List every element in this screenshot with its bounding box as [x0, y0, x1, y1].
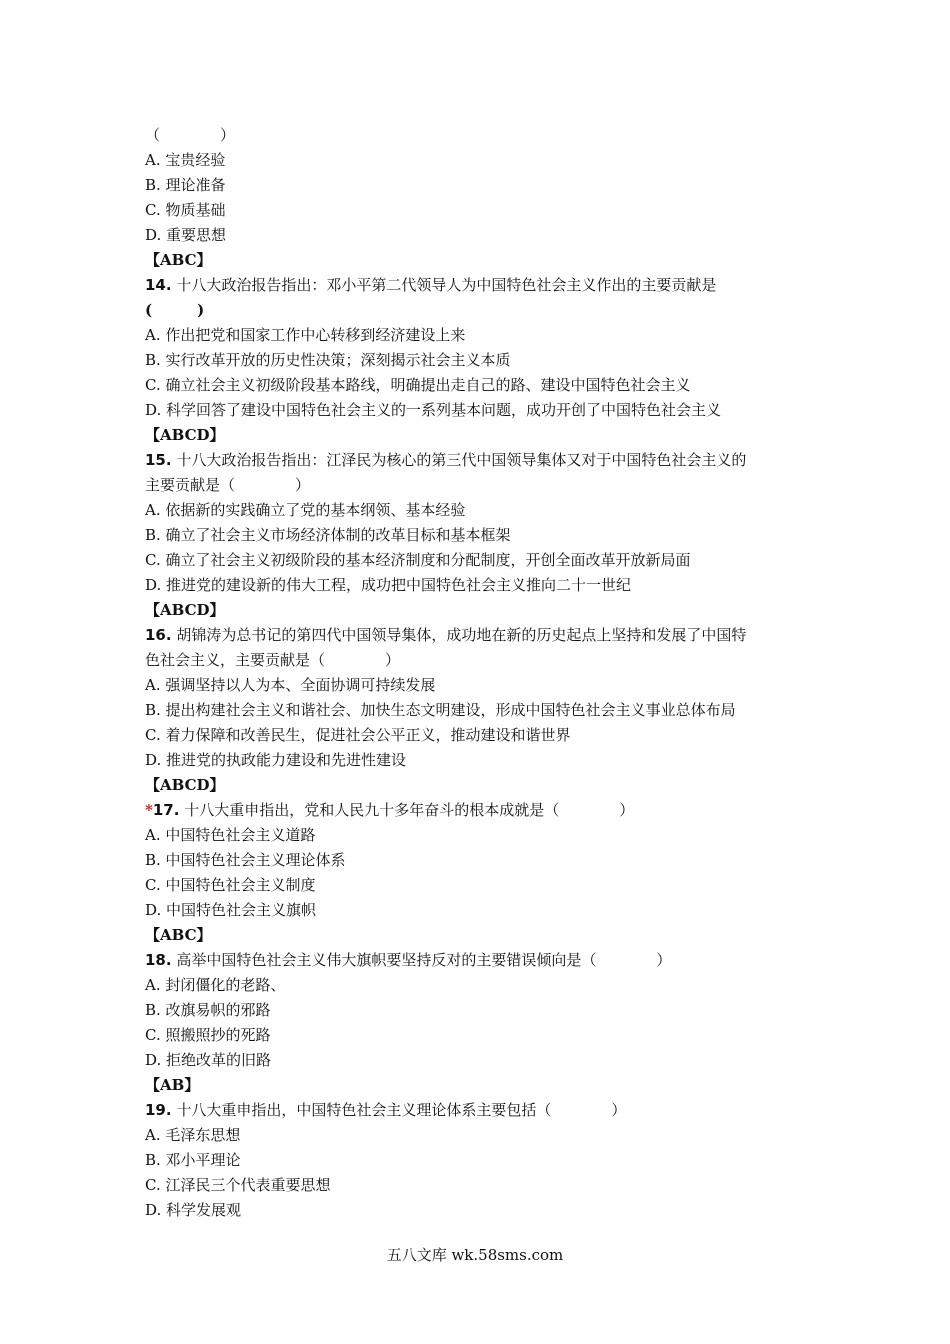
q18-answer: 【AB】	[145, 1076, 200, 1094]
q13-option-d: D. 重要思想	[145, 226, 227, 244]
q14-answer: 【ABCD】	[145, 426, 225, 444]
q15-answer: 【ABCD】	[145, 601, 225, 619]
q19-stem: 十八大重申指出，中国特色社会主义理论体系主要包括（ ）	[171, 1101, 627, 1119]
q13-option-b: B. 理论准备	[145, 176, 226, 194]
q17-option-a: A. 中国特色社会主义道路	[145, 826, 316, 844]
q19-option-a: A. 毛泽东思想	[145, 1126, 241, 1144]
q16-stem-line	[145, 623, 825, 648]
q18-option-a: A. 封闭僵化的老路、	[145, 976, 286, 994]
q19-option-d: D. 科学发展观	[145, 1201, 242, 1219]
q14-option-c: C. 确立社会主义初级阶段基本路线，明确提出走自己的路、建设中国特色社会主义	[145, 376, 691, 394]
q17-option-b: B. 中国特色社会主义理论体系	[145, 851, 346, 869]
q15-option-d: D. 推进党的建设新的伟大工程，成功把中国特色社会主义推向二十一世纪	[145, 576, 632, 594]
q13-answer: 【ABC】	[145, 251, 212, 269]
q19-option-c: C. 江泽民三个代表重要思想	[145, 1176, 331, 1194]
q16-option-b: B. 提出构建社会主义和谐社会、加快生态文明建设，形成中国特色社会主义事业总体布局	[145, 701, 736, 719]
q17-stem: 十八大重申指出，党和人民九十多年奋斗的根本成就是（ ）	[179, 801, 635, 819]
q18-stem: 高举中国特色社会主义伟大旗帜要坚持反对的主要错误倾向是（ ）	[171, 951, 672, 969]
q14-option-d: D. 科学回答了建设中国特色社会主义的一系列基本问题，成功开创了中国特色社会主义	[145, 401, 722, 419]
q15-stem-line	[145, 448, 825, 473]
q13-paren: （ ）	[145, 126, 236, 144]
page-footer: 五八文库 wk.58sms.com	[386, 1246, 564, 1264]
q18-option-d: D. 拒绝改革的旧路	[145, 1051, 272, 1069]
q15-option-c: C. 确立了社会主义初级阶段的基本经济制度和分配制度，开创全面改革开放新局面	[145, 551, 691, 569]
q17-option-c: C. 中国特色社会主义制度	[145, 876, 316, 894]
q16-stem-2: 色社会主义，主要贡献是（ ）	[145, 651, 401, 669]
q19-option-b: B. 邓小平理论	[145, 1151, 241, 1169]
q17-stem-line	[145, 798, 825, 823]
q15-stem-2: 主要贡献是（ ）	[145, 476, 311, 494]
q19-stem-line	[145, 1098, 825, 1123]
q17-number: 17.	[152, 801, 180, 819]
q14-option-a: A. 作出把党和国家工作中心转移到经济建设上来	[145, 326, 466, 344]
q13-option-a: A. 宝贵经验	[145, 151, 226, 169]
q16-answer: 【ABCD】	[145, 776, 225, 794]
q16-option-a: A. 强调坚持以人为本、全面协调可持续发展	[145, 676, 436, 694]
q15-stem-1: 十八大政治报告指出：江泽民为核心的第三代中国领导集体又对于中国特色社会主义的	[171, 451, 747, 469]
q18-stem-line	[145, 948, 825, 973]
q19-number: 19.	[145, 1101, 172, 1119]
q18-option-c: C. 照搬照抄的死路	[145, 1026, 271, 1044]
q15-option-b: B. 确立了社会主义市场经济体制的改革目标和基本框架	[145, 526, 511, 544]
q15-option-a: A. 依据新的实践确立了党的基本纲领、基本经验	[145, 501, 466, 519]
q18-number: 18.	[145, 951, 172, 969]
q17-answer: 【ABC】	[145, 926, 212, 944]
q17-option-d: D. 中国特色社会主义旗帜	[145, 901, 317, 919]
q15-number: 15.	[145, 451, 172, 469]
q16-option-c: C. 着力保障和改善民生，促进社会公平正义，推动建设和谐世界	[145, 726, 571, 744]
question-list	[145, 123, 825, 1223]
q14-number: 14.	[145, 276, 172, 294]
important-star-icon: *	[145, 801, 153, 819]
q14-paren: ( )	[145, 301, 205, 319]
q14-stem-line	[145, 273, 825, 298]
q18-option-b: B. 改旗易帜的邪路	[145, 1001, 271, 1019]
q14-option-b: B. 实行改革开放的历史性决策；深刻揭示社会主义本质	[145, 351, 511, 369]
q16-number: 16.	[145, 626, 172, 644]
q16-stem-1: 胡锦涛为总书记的第四代中国领导集体，成功地在新的历史起点上坚持和发展了中国特	[171, 626, 747, 644]
q13-option-c: C. 物质基础	[145, 201, 226, 219]
q14-stem: 十八大政治报告指出：邓小平第二代领导人为中国特色社会主义作出的主要贡献是	[171, 276, 717, 294]
q16-option-d: D. 推进党的执政能力建设和先进性建设	[145, 751, 407, 769]
